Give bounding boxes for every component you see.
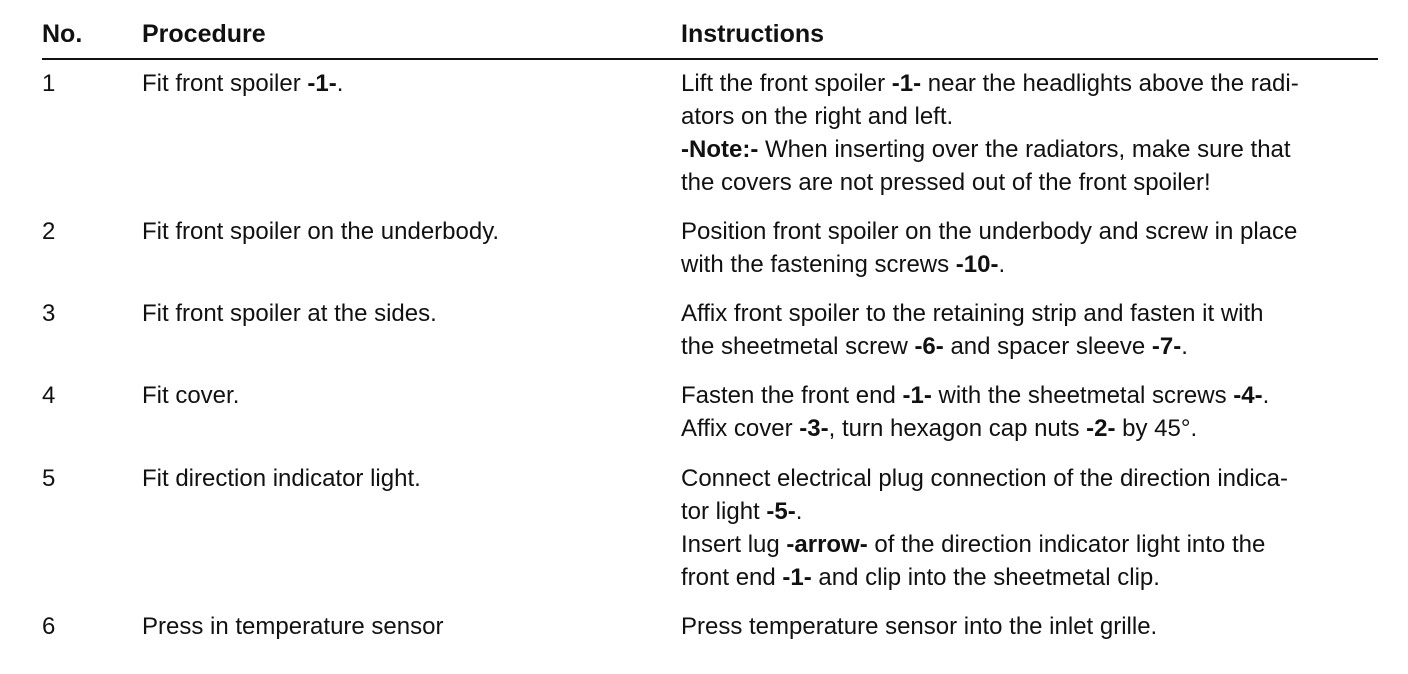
text-segment: Connect electrical plug connection of the direction indica- [681,465,1289,492]
procedure-cell [142,297,662,330]
bold-reference: -4- [1233,382,1263,409]
text-segment: Press in temperature sensor [142,613,444,640]
text-segment: . [795,498,803,525]
text-segment: . [1262,382,1270,409]
text-segment: Insert lug [681,531,787,558]
bold-reference: -1- [307,70,337,97]
procedure-cell [142,610,662,643]
row-number: 3 [42,300,56,327]
instructions-cell [681,610,1381,643]
text-segment: Fit cover. [142,382,240,409]
instructions-cell [681,379,1381,445]
instructions-cell [681,215,1381,281]
bold-reference: -1- [902,382,932,409]
instruction-line [681,248,1381,281]
text-segment: the covers are not pressed out of the front spoiler! [681,169,1211,196]
text-segment: by 45°. [1115,415,1198,442]
instruction-line [681,412,1381,445]
text-segment: Fasten the front end [681,382,903,409]
text-segment: front end [681,564,783,591]
instruction-line [681,561,1381,594]
row-number: 6 [42,613,56,640]
bold-reference: -7- [1151,333,1182,360]
row-number: 4 [42,382,56,409]
text-segment: Position front spoiler on the underbody and screw in place [681,218,1298,245]
procedure-cell [142,462,662,495]
row-number: 2 [42,218,56,245]
text-segment: When inserting over the radiators, make sure that [758,136,1291,163]
instruction-line [681,215,1381,248]
instruction-line [681,495,1381,528]
text-segment: Fit front spoiler at the sides. [142,300,437,327]
instruction-line [681,528,1381,561]
text-segment: Affix front spoiler to the retaining strip and fasten it with [681,300,1264,327]
procedure-cell [142,215,662,248]
text-segment: the sheetmetal screw [681,333,915,360]
table-header [42,18,1378,60]
bold-reference: -arrow- [786,531,868,558]
instruction-line [681,67,1381,100]
instruction-line [681,610,1381,643]
header-no: No. [42,20,83,48]
instruction-line [681,166,1381,199]
text-segment: tor light [681,498,767,525]
instruction-line [681,462,1381,495]
procedure-cell [142,67,662,100]
bold-reference: -1- [782,564,812,591]
bold-reference: -5- [766,498,796,525]
text-segment: . [336,70,344,97]
procedure-cell [142,379,662,412]
bold-reference: -3- [799,415,829,442]
instruction-line [681,297,1381,330]
text-segment: Lift the front spoiler [681,70,892,97]
text-segment: near the headlights above the radi- [921,70,1299,97]
text-segment: , turn hexagon cap nuts [828,415,1087,442]
text-segment: with the sheetmetal screws [931,382,1234,409]
text-segment: with the fastening screws [681,251,956,278]
instructions-cell [681,67,1381,199]
instruction-line [681,330,1381,363]
row-number: 1 [42,70,56,97]
instructions-cell [681,462,1381,594]
text-segment: Affix cover [681,415,800,442]
bold-reference: -6- [914,333,944,360]
row-number: 5 [42,465,56,492]
bold-reference: -2- [1086,415,1116,442]
instruction-line [681,133,1381,166]
text-segment: . [1181,333,1188,360]
bold-reference: -10- [955,251,999,278]
header-procedure: Procedure [142,20,266,48]
text-segment: . [998,251,1006,278]
text-segment: of the direction indicator light into the [867,531,1266,558]
instruction-line [681,100,1381,133]
text-segment: Fit direction indicator light. [142,465,421,492]
text-segment: ators on the right and left. [681,103,954,130]
text-segment: Fit front spoiler [142,70,308,97]
text-segment: and clip into the sheetmetal clip. [811,564,1160,591]
text-segment: Fit front spoiler on the underbody. [142,218,500,245]
text-segment: Press temperature sensor into the inlet grille. [681,613,1158,640]
text-segment: and spacer sleeve [943,333,1152,360]
instructions-cell [681,297,1381,363]
header-instructions: Instructions [681,20,825,48]
bold-reference: -1- [891,70,922,97]
instruction-line [681,379,1381,412]
bold-reference: -Note:- [681,136,759,163]
